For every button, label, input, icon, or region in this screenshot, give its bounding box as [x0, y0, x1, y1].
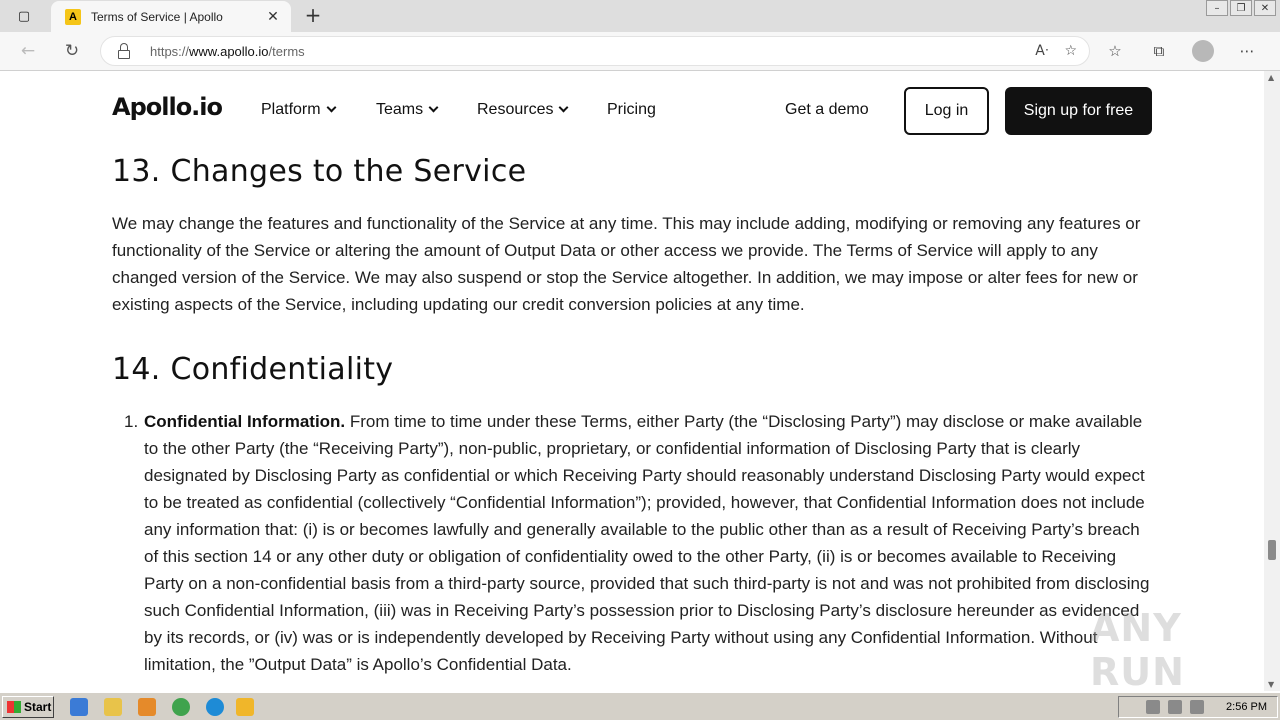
- start-button[interactable]: Start: [2, 696, 54, 718]
- signup-button[interactable]: Sign up for free: [1005, 87, 1152, 135]
- taskbar: [0, 692, 1280, 720]
- edge-icon[interactable]: [206, 698, 224, 716]
- browser-tab[interactable]: [51, 1, 291, 32]
- get-demo-link[interactable]: Get a demo: [785, 101, 869, 118]
- section-13-heading: 13. Changes to the Service: [112, 154, 527, 189]
- clock: 2:56 PM: [1226, 701, 1267, 713]
- system-tray: [1118, 696, 1278, 718]
- chevron-down-icon: [559, 103, 569, 113]
- list-item: [124, 408, 1154, 678]
- collections-icon[interactable]: ⧉: [1153, 42, 1165, 60]
- chevron-down-icon: [429, 103, 439, 113]
- refresh-icon[interactable]: ↻: [64, 41, 80, 61]
- profile-avatar[interactable]: [1192, 40, 1214, 62]
- item-title: Confidential Information.: [144, 412, 346, 431]
- back-icon[interactable]: ←: [20, 41, 36, 61]
- add-favorite-icon[interactable]: ☆: [1064, 43, 1077, 59]
- section-13-text: We may change the features and functionality of the Service at any time. This may include adding, modifying or removing any features or functionality of the Service or altering the amount of Output Data or other access we provide. The Terms of Service will apply to any changed version of the Service. We may also suspend or stop the Service altogether. In addition, we may impose or alter fees for new or existing aspects of the Service, including updating our credit conversion policies at any time.: [112, 214, 1141, 314]
- nav-teams[interactable]: Teams: [376, 101, 437, 119]
- restore-icon[interactable]: ❐: [1230, 0, 1252, 16]
- tab-title: Terms of Service | Apollo: [91, 9, 223, 24]
- apollo-favicon-icon: A: [65, 9, 81, 25]
- watermark: ANY RUN: [1090, 606, 1185, 691]
- more-options-icon[interactable]: ⋯: [1239, 42, 1255, 60]
- scroll-thumb[interactable]: [1268, 540, 1276, 560]
- network-icon[interactable]: [1168, 700, 1182, 714]
- windows-flag-icon: [7, 701, 21, 713]
- scroll-up-icon[interactable]: ▲: [1268, 73, 1275, 82]
- chevron-down-icon: [326, 103, 336, 113]
- favorites-icon[interactable]: ☆: [1108, 42, 1122, 60]
- minimize-icon[interactable]: –: [1206, 0, 1228, 16]
- nav-platform[interactable]: Platform: [261, 101, 335, 119]
- browser-tab-strip: [0, 0, 1280, 32]
- section-14-heading: 14. Confidentiality: [112, 352, 394, 387]
- ie-icon[interactable]: [70, 698, 88, 716]
- nav-pricing[interactable]: Pricing: [607, 101, 656, 118]
- close-tab-icon[interactable]: ✕: [267, 8, 279, 25]
- media-player-icon[interactable]: [138, 698, 156, 716]
- read-aloud-icon[interactable]: Aᐧ: [1035, 43, 1049, 59]
- tab-actions-icon[interactable]: ▢: [17, 8, 31, 24]
- url-text: https://www.apollo.io/terms: [150, 43, 305, 59]
- flag-icon[interactable]: [1190, 700, 1204, 714]
- address-toolbar: [0, 32, 1280, 71]
- page-viewport: [0, 71, 1280, 691]
- chrome-icon[interactable]: [172, 698, 190, 716]
- site-header: [0, 71, 1264, 151]
- lock-icon[interactable]: [117, 43, 131, 59]
- vertical-scrollbar[interactable]: [1264, 71, 1280, 691]
- folder-icon[interactable]: [104, 698, 122, 716]
- new-tab-icon[interactable]: +: [304, 3, 322, 27]
- nav-resources[interactable]: Resources: [477, 101, 567, 119]
- scroll-down-icon[interactable]: ▼: [1268, 680, 1275, 689]
- list-number: 1.: [124, 412, 139, 431]
- item-text: From time to time under these Terms, either Party (the “Disclosing Party”) may disclose or make available to the other Party (the “Receiving Party”), non-public, proprietary, or confidential information of Disclosing Party that is clearly designated by Disclosing Party as confidential or which Receiving Party should reasonably understand Disclosing Party would expect to be treated as confidential (collectively “Confidential Information”); provided, however, that Confidential Information does not include any information that: (i) is or becomes lawfully and generally available to the public other than as a result of Receiving Party’s breach of this section 14 or any other duty or obligation of confidentiality owed to the other Party, (ii) is or becomes available to Receiving Party on a non-confidential basis from a third-party source, provided that such third-party is not and was not prohibited from disclosing such Confidential Information, (iii) was in Receiving Party’s possession prior to Disclosing Party’s disclosure hereunder as evidenced by its records, or (iv) was or is independently developed by Receiving Party without using any Confidential Information. Without limitation, the ”Output Data” is Apollo’s Confidential Data.: [144, 412, 1150, 674]
- login-button[interactable]: Log in: [904, 87, 989, 135]
- volume-icon[interactable]: [1146, 700, 1160, 714]
- app-icon[interactable]: [236, 698, 254, 716]
- apollo-logo[interactable]: Apollo.io: [112, 93, 223, 121]
- close-window-icon[interactable]: ✕: [1254, 0, 1276, 16]
- window-controls: [1206, 0, 1276, 16]
- address-bar[interactable]: [100, 36, 1090, 66]
